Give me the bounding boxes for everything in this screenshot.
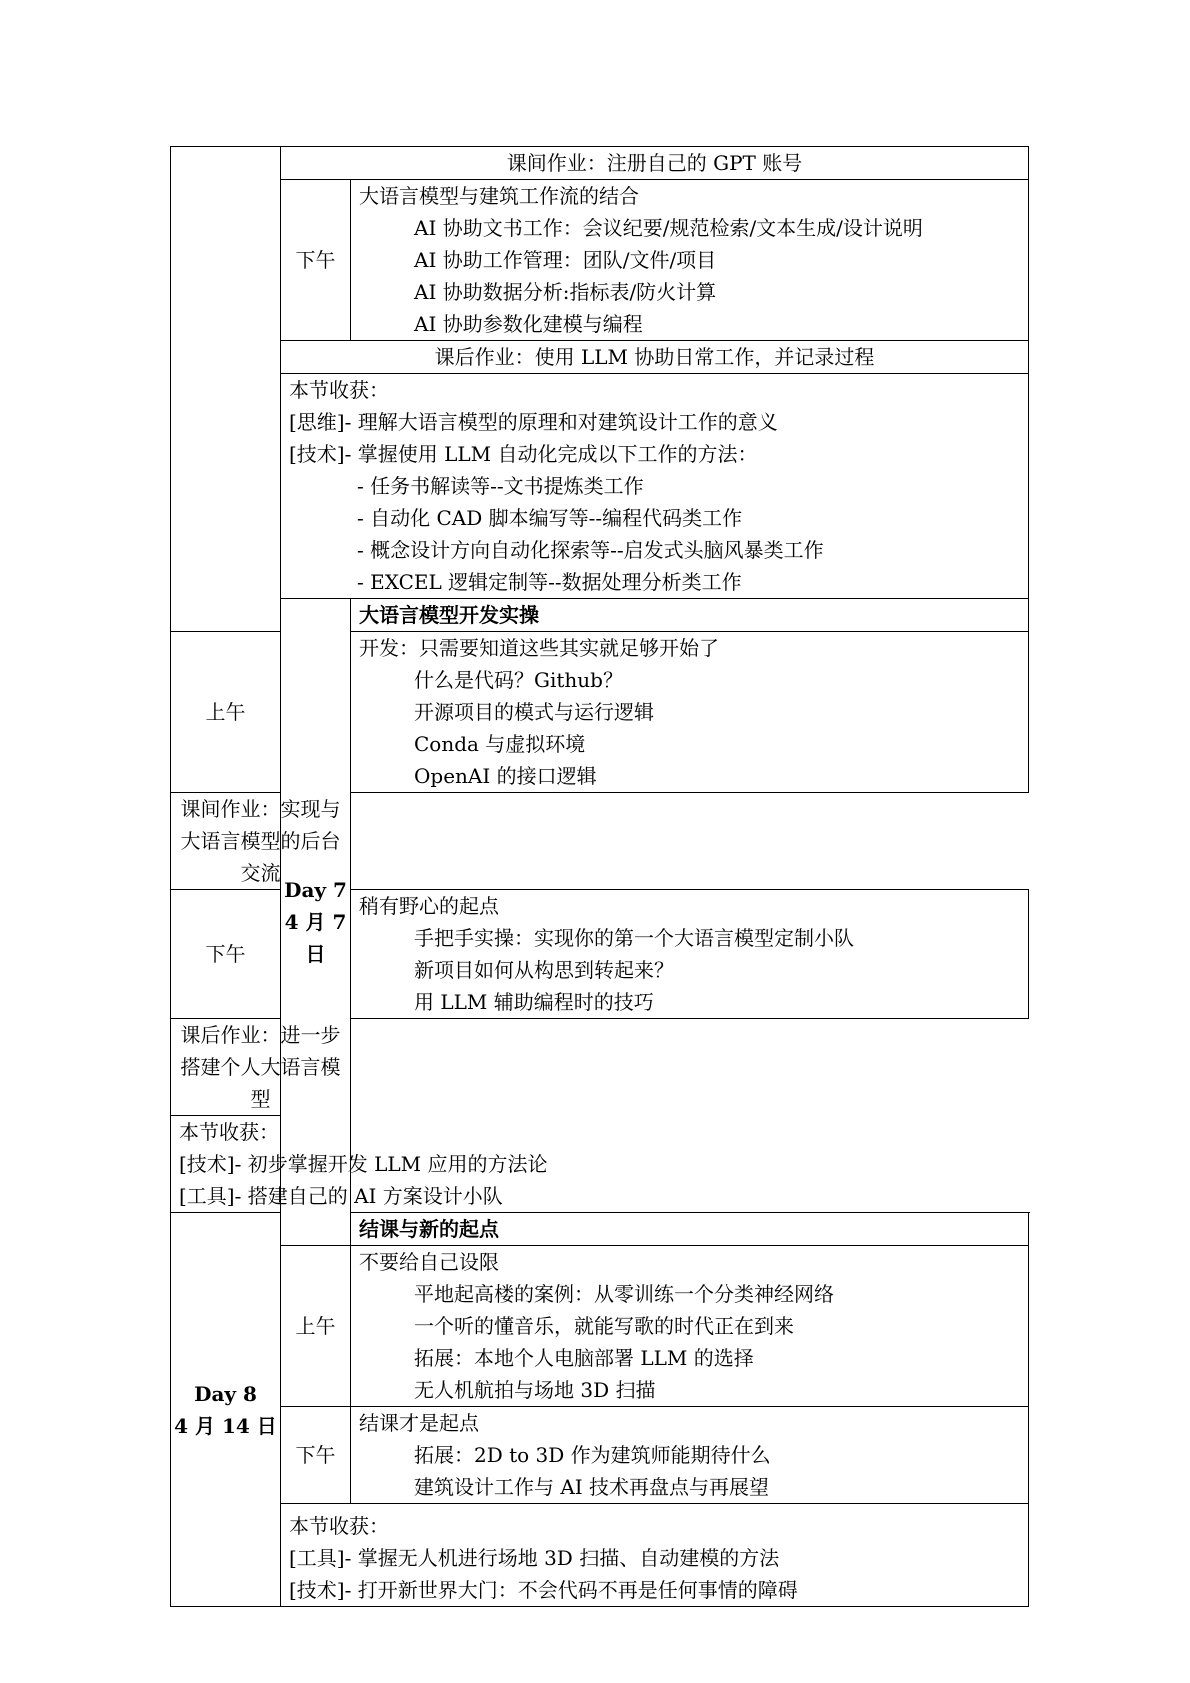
outcome-line: [技术]- 打开新世界大门：不会代码不再是任何事情的障碍 [289,1578,798,1602]
day-label: Day 8 [194,1381,257,1406]
period-afternoon: 下午 [281,180,351,341]
outcome-sub-line: - EXCEL 逻辑定制等--数据处理分析类工作 [357,570,742,594]
list-item: OpenAI 的接口逻辑 [414,764,597,788]
date-label: 4 月 14 日 [174,1413,277,1438]
period-afternoon: 下午 [171,890,281,1019]
outcome-sub-line: - 自动化 CAD 脚本编写等--编程代码类工作 [357,506,743,530]
after-class-homework: 课后作业：使用 LLM 协助日常工作，并记录过程 [281,341,1029,374]
outcome-line: [工具]- 掌握无人机进行场地 3D 扫描、自动建模的方法 [289,1546,780,1570]
section-title: 结课与新的起点 [351,1213,1029,1246]
afternoon-content [351,1407,1029,1504]
course-schedule-table [170,146,1029,1607]
outcomes-label: 本节收获： [289,378,389,402]
outcome-sub-line: - 任务书解读等--文书提炼类工作 [357,474,644,498]
list-item: 用 LLM 辅助编程时的技巧 [414,990,654,1014]
period-morning: 上午 [171,632,281,793]
list-item: 平地起高楼的案例：从零训练一个分类神经网络 [414,1282,834,1306]
outcomes-label: 本节收获： [179,1120,279,1144]
after-class-homework: 课后作业：进一步搭建个人大语言模型 [171,1019,351,1116]
outcomes-block [281,374,1029,599]
in-class-homework: 课间作业：实现与大语言模型的后台交流 [171,793,351,890]
list-item: AI 协助数据分析:指标表/防火计算 [414,280,717,304]
outcome-line: [技术]- 初步掌握开发 LLM 应用的方法论 [179,1152,548,1176]
list-item: 开源项目的模式与运行逻辑 [414,700,654,724]
session-title: 稍有野心的起点 [359,894,499,918]
session-title: 开发：只需要知道这些其实就足够开始了 [359,636,719,660]
afternoon-content [351,180,1029,341]
outcome-line: [工具]- 搭建自己的 AI 方案设计小队 [179,1184,503,1208]
section-title: 大语言模型开发实操 [351,599,1029,632]
list-item: 拓展：2D to 3D 作为建筑师能期待什么 [414,1443,771,1467]
day-label: Day 7 [284,878,347,902]
outcome-line: [思维]- 理解大语言模型的原理和对建筑设计工作的意义 [289,410,778,434]
list-item: 新项目如何从构思到转起来？ [414,958,674,982]
outcome-line: [技术]- 掌握使用 LLM 自动化完成以下工作的方法： [289,442,758,466]
list-item: 一个听的懂音乐，就能写歌的时代正在到来 [414,1314,794,1338]
list-item: AI 协助工作管理：团队/文件/项目 [414,248,717,272]
list-item: 手把手实操：实现你的第一个大语言模型定制小队 [414,926,854,950]
period-afternoon: 下午 [281,1407,351,1504]
outcomes-block [281,1504,1029,1607]
morning-content [351,632,1029,793]
list-item: 建筑设计工作与 AI 技术再盘点与再展望 [414,1475,770,1499]
outcomes-block [171,1116,548,1213]
day8-cell [171,1213,281,1607]
list-item: 什么是代码？Github？ [414,668,623,692]
list-item: AI 协助文书工作：会议纪要/规范检索/文本生成/设计说明 [414,216,923,240]
morning-content [351,1246,1029,1407]
list-item: 拓展：本地个人电脑部署 LLM 的选择 [414,1346,754,1370]
period-morning: 上午 [281,1246,351,1407]
list-item: AI 协助参数化建模与编程 [414,312,643,336]
outcome-sub-line: - 概念设计方向自动化探索等--启发式头脑风暴类工作 [357,538,824,562]
outcomes-label: 本节收获： [289,1514,389,1538]
session-title: 大语言模型与建筑工作流的结合 [359,184,639,208]
in-class-homework: 课间作业：注册自己的 GPT 账号 [281,147,1029,180]
session-title: 不要给自己设限 [359,1250,499,1274]
list-item: Conda 与虚拟环境 [414,732,586,756]
list-item: 无人机航拍与场地 3D 扫描 [414,1378,656,1402]
day-cell-empty [171,147,281,632]
afternoon-content [351,890,1029,1019]
session-title: 结课才是起点 [359,1411,479,1435]
date-label: 4 月 7 日 [284,910,347,966]
